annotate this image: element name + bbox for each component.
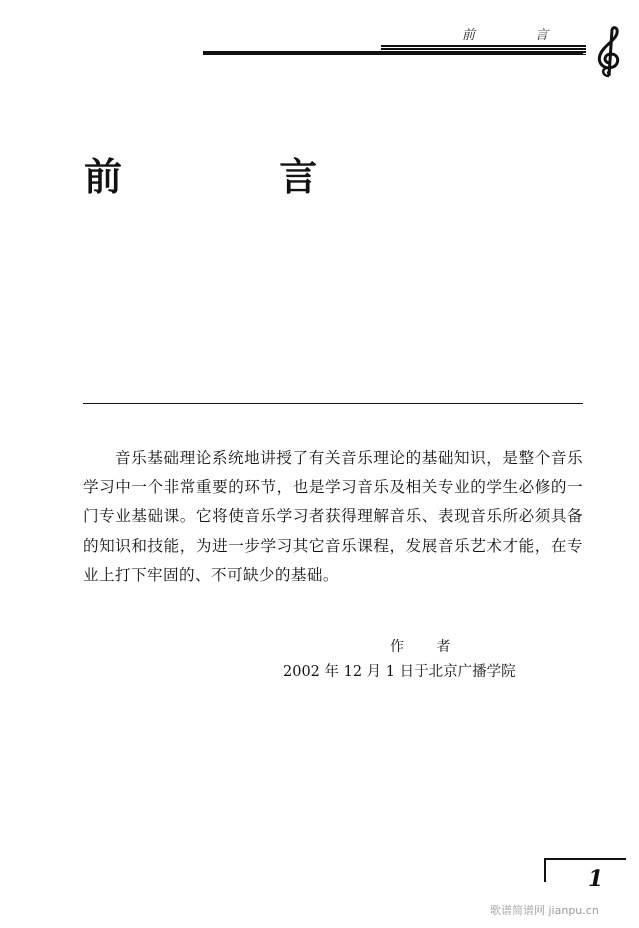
date-place-signature: 2002 年 12 月 1 日于北京广播学院 bbox=[283, 664, 516, 680]
preface-paragraph: 音乐基础理论系统地讲授了有关音乐理论的基础知识，是整个音乐学习中一个非常重要的环节，也是学习音乐及相关专业的学生必修的一门专业基础课。它将使音乐学习者获得理解音乐、表现音乐所必须具备的知识和技能，为进一步学习其它音乐课程，发展音乐艺术才能，在专业上打下牢固的、不可缺少的基础。 bbox=[83, 449, 583, 584]
running-header-title: 前 言 bbox=[462, 28, 577, 43]
section-divider bbox=[83, 403, 583, 404]
treble-clef-icon bbox=[585, 24, 633, 80]
page-number-frame-left bbox=[544, 858, 546, 882]
page-number-frame-top bbox=[544, 858, 626, 860]
page-number: 1 bbox=[588, 866, 604, 892]
author-label: 作 者 bbox=[390, 639, 465, 655]
site-watermark: 歌谱简谱网 jianpu.cn bbox=[490, 904, 599, 917]
page-title: 前 言 bbox=[84, 155, 390, 199]
header-rule bbox=[203, 51, 583, 55]
